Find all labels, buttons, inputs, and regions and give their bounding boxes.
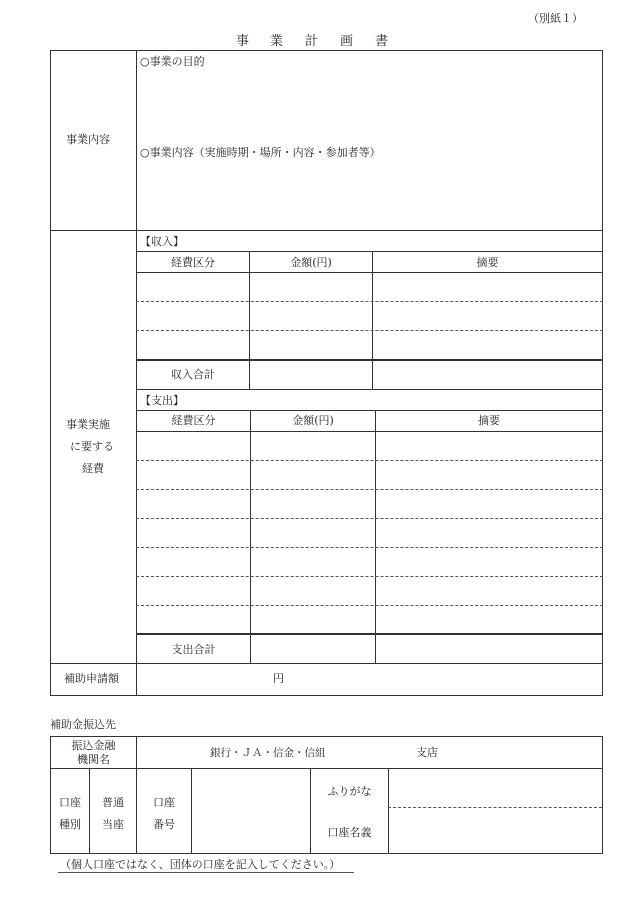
- table-border: [50, 768, 603, 769]
- expense-col-divider: [250, 410, 251, 664]
- transfer-heading: 補助金振込先: [50, 718, 116, 731]
- expense-header-top: [136, 410, 603, 411]
- title-char: 計: [305, 34, 319, 49]
- expense-col-remarks: 摘要: [478, 414, 500, 427]
- expense-row-divider: [136, 489, 603, 490]
- expense-col-divider: [375, 410, 376, 664]
- expense-col-category: 経費区分: [171, 414, 216, 427]
- section-divider: [50, 663, 603, 664]
- institution-types: 銀行・ＪＡ・信金・信組: [210, 747, 326, 759]
- attachment-label: （別紙１）: [528, 12, 583, 25]
- income-bottom: [136, 389, 603, 390]
- income-row-divider: [136, 301, 603, 302]
- table-border: [50, 50, 603, 51]
- income-heading: 【収入】: [140, 235, 184, 248]
- furigana-label: ふりがな: [327, 785, 372, 798]
- table-border: [136, 736, 137, 854]
- section-label-business: 事業内容: [66, 133, 110, 146]
- income-total-label: 収入合計: [171, 368, 215, 381]
- table-border: [89, 768, 90, 854]
- income-header-bottom: [136, 272, 603, 273]
- section-label-expenses-line: に要する: [70, 440, 114, 453]
- account-type-option[interactable]: 当座: [102, 818, 124, 831]
- account-type-option[interactable]: 普通: [102, 796, 124, 809]
- table-border: [50, 50, 51, 696]
- expense-row-divider: [136, 460, 603, 461]
- section-label-expenses-line: 経費: [82, 462, 104, 475]
- title-char: 事: [236, 34, 250, 49]
- table-border: [191, 768, 192, 854]
- section-label-expenses-line: 事業実施: [66, 418, 110, 431]
- expense-row-divider: [136, 518, 603, 519]
- table-border: [50, 695, 603, 696]
- branch-label: 支店: [416, 746, 438, 759]
- section-divider: [50, 230, 603, 231]
- income-row-divider: [136, 330, 603, 331]
- table-border: [388, 768, 389, 854]
- title-char: 書: [375, 34, 389, 49]
- institution-label-line: 振込金融: [71, 739, 116, 752]
- title-char: 業: [270, 34, 284, 49]
- subsidy-unit: 円: [273, 672, 284, 685]
- furigana-divider: [388, 807, 602, 808]
- title-char: 画: [340, 34, 354, 49]
- income-header-top: [136, 251, 603, 252]
- income-col-category: 経費区分: [171, 256, 215, 269]
- table-border: [50, 853, 603, 854]
- account-type-label-line: 種別: [59, 818, 81, 831]
- expense-row-divider: [136, 605, 603, 606]
- expense-col-amount: 金額(円): [292, 414, 334, 427]
- business-purpose-field[interactable]: ○事業の目的: [140, 55, 205, 68]
- income-total-divider: [136, 359, 603, 361]
- subsidy-label: 補助申請額: [64, 672, 119, 685]
- account-name-label: 口座名義: [327, 826, 372, 839]
- business-content-field[interactable]: ○事業内容（実施時期・場所・内容・参加者等）: [140, 146, 381, 159]
- income-col-amount: 金額(円): [290, 256, 332, 269]
- institution-label-line: 機関名: [77, 753, 110, 766]
- account-number-label-line: 番号: [153, 818, 175, 831]
- income-col-divider: [372, 251, 373, 390]
- account-number-label-line: 口座: [153, 796, 175, 809]
- expense-header-bottom: [136, 431, 603, 432]
- income-col-remarks: 摘要: [476, 256, 499, 269]
- document-title: [0, 35, 630, 51]
- note-underline: [58, 872, 354, 873]
- table-border: [310, 768, 311, 854]
- expense-row-divider: [136, 576, 603, 577]
- expense-total-label: 支出合計: [171, 643, 216, 656]
- account-type-label-line: 口座: [59, 796, 81, 809]
- table-border: [50, 736, 603, 737]
- expense-row-divider: [136, 547, 603, 548]
- table-border: [602, 50, 603, 696]
- expense-heading: 【支出】: [140, 394, 184, 407]
- expense-total-divider: [136, 633, 603, 635]
- note-text: （個人口座ではなく、団体の口座を記入してください。）: [60, 858, 341, 871]
- table-border: [602, 736, 603, 854]
- income-col-divider: [249, 251, 250, 390]
